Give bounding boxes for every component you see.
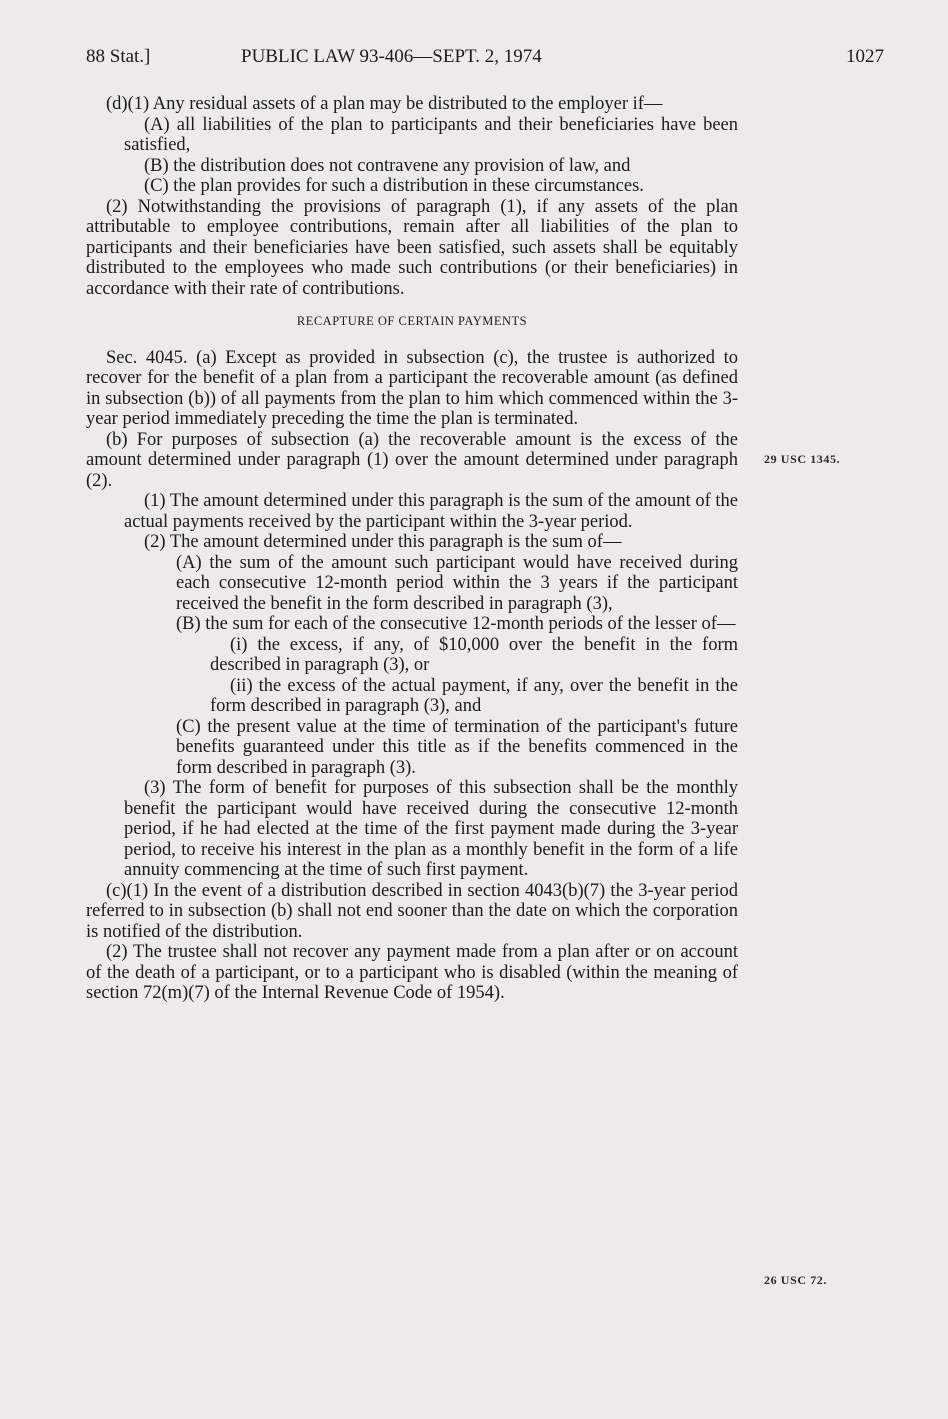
paragraph-b2-b: (B) the sum for each of the consecutive 12-month periods of the lesser of— [176, 614, 736, 634]
paragraph-c1: (c)(1) In the event of a distribution described in section 4043(b)(7) the 3-year period referred to in subsection (b) shall not end sooner than the date on which the corporation is notified of the distribution. [86, 880, 738, 942]
paragraph-d1-intro: (d)(1) Any residual assets of a plan may be distributed to the employer if— [106, 94, 663, 114]
public-law-title: PUBLIC LAW 93-406—SEPT. 2, 1974 [241, 46, 542, 67]
body-text [86, 94, 738, 1004]
paragraph-c2: (2) The trustee shall not recover any payment made from a plan after or on account of the death of a participant, or to a participant who is disabled (within the meaning of section 72(m)(7) of the Internal Revenue Code of 1954). [86, 942, 738, 1003]
section-heading: RECAPTURE OF CERTAIN PAYMENTS [296, 314, 528, 328]
paragraph-b2-a: (A) the sum of the amount such participant would have received during each consecutive 12-month period within the 3 years if the participant received the benefit in the form described in paragraph (3), [176, 552, 738, 614]
statute-volume: 88 Stat.] [86, 46, 151, 67]
paragraph-sec-4045-a: Sec. 4045. (a) Except as provided in subsection (c), the trustee is authorized to recover for the benefit of a plan from a participant the recoverable amount (as defined in subsection (b)) of all payments from the plan to him which commenced within the 3-year period immediately preceding the time the plan is terminated. [86, 347, 738, 429]
paragraph-sec-4045-b: (b) For purposes of subsection (a) the recoverable amount is the excess of the amount determined under paragraph (1) over the amount determined under paragraph (2). [86, 429, 738, 491]
page-number: 1027 [846, 46, 884, 67]
paragraph-b1: (1) The amount determined under this paragraph is the sum of the amount of the actual payments received by the participant within the 3-year period. [124, 491, 738, 532]
paragraph-d1-a: (A) all liabilities of the plan to participants and their beneficiaries have been satisfied, [124, 114, 738, 155]
paragraph-d1-b: (B) the distribution does not contravene any provision of law, and [144, 155, 631, 176]
paragraph-b2-intro: (2) The amount determined under this paragraph is the sum of— [144, 532, 622, 552]
paragraph-d2: (2) Notwithstanding the provisions of paragraph (1), if any assets of the plan attributable to employee contributions, remain after all liabilities of the plan to participants and their beneficiaries have been satisfied, such assets shall be equitably distributed to the employees who made such contributions (or their beneficiaries) in accordance with their rate of contributions. [86, 196, 738, 299]
paragraph-d1-c: (C) the plan provides for such a distribution in these circumstances. [144, 176, 644, 196]
margin-note-26-usc-72: 26 USC 72. [764, 1273, 828, 1287]
paragraph-b2-b-i: (i) the excess, if any, of $10,000 over the benefit in the form described in paragraph (3), or [210, 634, 738, 675]
paragraph-b2-c: (C) the present value at the time of termination of the participant's future benefits guaranteed under this title as if the benefits commenced in the form described in paragraph (3). [176, 716, 738, 778]
paragraph-b3: (3) The form of benefit for purposes of this subsection shall be the monthly benefit the participant would have received during the consecutive 12-month period, if he had elected at the time of the first payment made during the 3-year period, to receive his interest in the plan as a monthly benefit in the form of a life annuity commencing at the time of such first payment. [124, 778, 738, 880]
page-header [86, 46, 884, 76]
margin-note-29-usc-1345: 29 USC 1345. [764, 452, 841, 466]
paragraph-b2-b-ii: (ii) the excess of the actual payment, if any, over the benefit in the form described in paragraph (3), and [210, 675, 738, 716]
